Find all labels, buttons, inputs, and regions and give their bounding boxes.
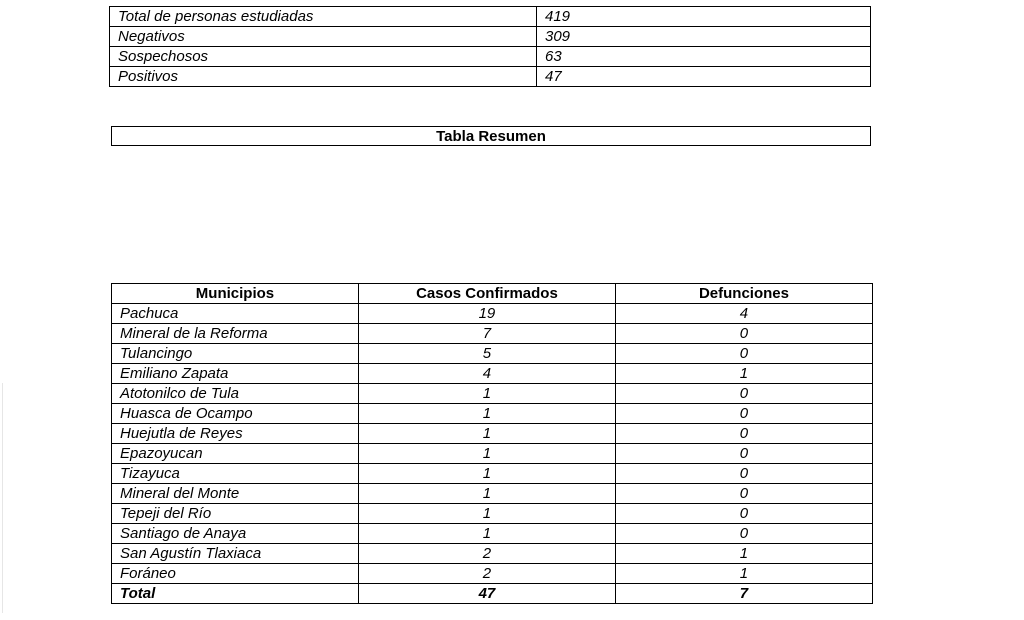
total-row <box>112 584 873 604</box>
municipio-name: San Agustín Tlaxiaca <box>112 544 359 564</box>
municipio-name: Huejutla de Reyes <box>112 424 359 444</box>
municipio-name: Emiliano Zapata <box>112 364 359 384</box>
summary-label-sospechosos: Sospechosos <box>110 47 537 67</box>
defunciones-value: 0 <box>615 424 872 444</box>
table-row <box>110 47 871 67</box>
municipio-name: Tepeji del Río <box>112 504 359 524</box>
summary-label-negativos: Negativos <box>110 27 537 47</box>
casos-value: 1 <box>358 484 615 504</box>
municipio-name: Huasca de Ocampo <box>112 404 359 424</box>
summary-value-positivos: 47 <box>537 67 871 87</box>
table-row <box>112 504 873 524</box>
table-row <box>112 484 873 504</box>
total-casos: 47 <box>358 584 615 604</box>
page-edge-divider <box>2 383 3 613</box>
municipio-name: Mineral del Monte <box>112 484 359 504</box>
table-row <box>110 7 871 27</box>
municipio-name: Santiago de Anaya <box>112 524 359 544</box>
defunciones-value: 1 <box>615 544 872 564</box>
defunciones-value: 0 <box>615 404 872 424</box>
table-title: Tabla Resumen <box>111 126 871 146</box>
municipios-table <box>111 283 873 604</box>
table-row <box>112 544 873 564</box>
header-municipios: Municipios <box>112 284 359 304</box>
defunciones-value: 0 <box>615 444 872 464</box>
table-row <box>112 444 873 464</box>
casos-value: 1 <box>358 444 615 464</box>
table-row <box>112 524 873 544</box>
casos-value: 5 <box>358 344 615 364</box>
summary-label-total: Total de personas estudiadas <box>110 7 537 27</box>
defunciones-value: 0 <box>615 484 872 504</box>
casos-value: 2 <box>358 544 615 564</box>
total-label: Total <box>112 584 359 604</box>
municipio-name: Epazoyucan <box>112 444 359 464</box>
summary-label-positivos: Positivos <box>110 67 537 87</box>
table-row <box>112 564 873 584</box>
header-casos-confirmados: Casos Confirmados <box>358 284 615 304</box>
table-row <box>112 324 873 344</box>
summary-value-total: 419 <box>537 7 871 27</box>
casos-value: 1 <box>358 524 615 544</box>
defunciones-value: 4 <box>615 304 872 324</box>
summary-value-sospechosos: 63 <box>537 47 871 67</box>
municipios-table-body <box>112 304 873 604</box>
table-row <box>112 404 873 424</box>
summary-value-negativos: 309 <box>537 27 871 47</box>
casos-value: 19 <box>358 304 615 324</box>
header-defunciones: Defunciones <box>615 284 872 304</box>
table-row <box>112 364 873 384</box>
table-row <box>112 384 873 404</box>
defunciones-value: 0 <box>615 504 872 524</box>
municipio-name: Foráneo <box>112 564 359 584</box>
casos-value: 2 <box>358 564 615 584</box>
table-header-row <box>112 284 873 304</box>
municipio-name: Mineral de la Reforma <box>112 324 359 344</box>
casos-value: 1 <box>358 424 615 444</box>
casos-value: 7 <box>358 324 615 344</box>
total-defunciones: 7 <box>615 584 872 604</box>
table-row <box>110 27 871 47</box>
defunciones-value: 1 <box>615 564 872 584</box>
defunciones-value: 0 <box>615 524 872 544</box>
table-row <box>112 304 873 324</box>
casos-value: 4 <box>358 364 615 384</box>
municipio-name: Tulancingo <box>112 344 359 364</box>
municipio-name: Tizayuca <box>112 464 359 484</box>
defunciones-value: 0 <box>615 344 872 364</box>
defunciones-value: 0 <box>615 384 872 404</box>
casos-value: 1 <box>358 464 615 484</box>
table-row <box>112 464 873 484</box>
defunciones-value: 0 <box>615 324 872 344</box>
defunciones-value: 1 <box>615 364 872 384</box>
table-row <box>110 67 871 87</box>
summary-table <box>109 6 871 87</box>
casos-value: 1 <box>358 504 615 524</box>
casos-value: 1 <box>358 404 615 424</box>
table-row <box>112 424 873 444</box>
defunciones-value: 0 <box>615 464 872 484</box>
table-row <box>112 344 873 364</box>
municipio-name: Atotonilco de Tula <box>112 384 359 404</box>
municipio-name: Pachuca <box>112 304 359 324</box>
casos-value: 1 <box>358 384 615 404</box>
